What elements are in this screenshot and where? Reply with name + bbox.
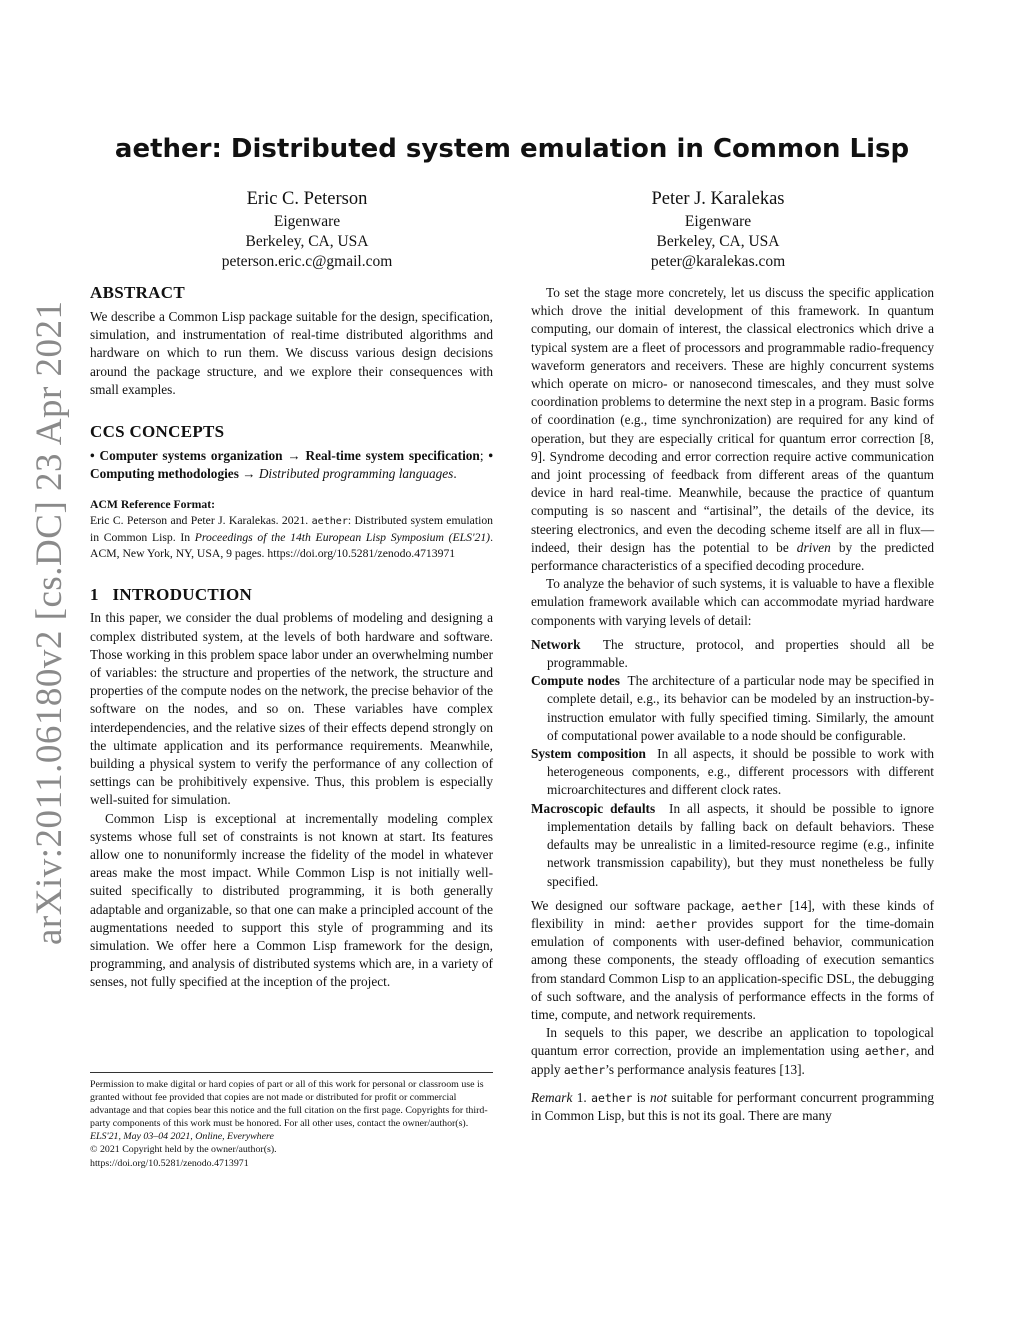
requirements-list [531,636,934,891]
list-term: Macroscopic defaults [531,800,656,816]
text-run: To set the stage more concretely, let us discuss the specific application which drove the initial development of this framework. In quantum computing, our domain of interest, the classical electronics which drive a typical system are a fleet of processors and programmable radio-frequency waveform generators and receivers. These are highly concurrent systems which operate on micro- or nanosecond timescales, and they must solve coordination problems to determine the next step in a program. Basic forms of coordination (e.g., time synchronization) are required for any kind of operation, but they are especially critical for quantum error correction [8, 9]. Syndrome decoding and error correction require active communication and joint processing of feedback from different areas of the quantum device in hard real-time. Meanwhile, because the practice of quantum computing is so nascent and “artisinal”, the details of the device, its steering electronics, and even the decoding scheme itself are all in flux—indeed, their design has the potential to be [531,285,934,555]
author-org: Eigenware [273,213,341,230]
ccs-separator: ; [479,448,489,464]
list-description: The structure, protocol, and properties should all be programmable. [547,636,934,671]
text-run: We designed our software package, [531,897,742,913]
remark-number: 1. [572,1089,592,1105]
text-run: suitable for performant concurrent programming in Common Lisp, but this is not its goal. There are many [531,1089,934,1123]
list-item [531,636,934,672]
author-email: peterson.eric.c@gmail.com [221,253,393,270]
text-run: provides support for the time-domain emulation of components with user-defined behavior, communication among these components, the steady offloading of execution semantics from standard Common Lisp to an application-specific DSL, the debugging of such software, and the analysis of performance effects in the forms of time, compute, and network requirements. [531,915,934,1022]
ccs-concept-1-target: Real-time system specification [305,448,480,464]
code-name: aether [591,1090,633,1105]
ccs-arrow: → [238,466,259,482]
ccs-heading: CCS CONCEPTS [90,422,225,442]
intro-paragraph-2: Common Lisp is exceptional at incrementally modeling complex systems whose full set of constraints is not known at start. Its features allow one to nonuniformly increase the fidelity of the model in whatever areas make the most impact. While Common Lisp is not initially well-suited specifically to distributed programming, it is both generally adaptable and organizable, so that one can make a principled account of the augmentations needed to support this style of programming and its simulation. We offer here a Common Lisp framework for the design, programming, and analysis of distributed systems which are, in a variety of senses, not fully specified at the inception of the project. [90,810,493,990]
ccs-arrow: → [282,448,306,464]
arxiv-identifier: arXiv:2011.06180v2 [cs.DC] 23 Apr 2021 [29,300,70,945]
remark-label: Remark [531,1089,573,1105]
list-description: In all aspects, it should be possible to work with heterogeneous components, e.g., different processors with different microarchitectures and different clock rates. [547,746,934,798]
code-name: aether [864,1044,906,1059]
text-run: by the predicted performance characteristics of a specified decoding procedure. [531,539,934,574]
right-paragraph-1 [531,284,934,575]
acm-reference-heading: ACM Reference Format: [90,498,216,512]
list-item [531,745,934,800]
list-item [531,800,934,891]
author-email: peter@karalekas.com [650,253,786,270]
code-name: aether [741,898,783,913]
author-block-2 [553,186,883,272]
list-description: In all aspects, it should be possible to ignore implementation details by falling back on default behaviors. These defaults may be unrealistic in a limited-resource regime (e.g., infinite network transmission capability), but they must nonetheless be fully specified. [547,800,934,889]
paper-title [90,134,934,164]
intro-paragraph-1: In this paper, we consider the dual problems of modeling and designing a complex distributed system, at the levels of both hardware and software. Those working in this problem space labor under an overwhelming number of variables: the structure and properties of the network, the structure and properties of the compute nodes on the network, the precise behavior of the software on the nodes, and so on. These variables have complex interdependencies, and the relative sizes of their effects depend strongly on the ultimate application and its performance requirements. Meanwhile, building a physical system to verify the performance of any collection of settings can be prohibitively expensive. Thus, this problem is especially well-suited for simulation. [90,610,493,808]
emphasis: not [649,1089,667,1105]
conference-venue: ELS'21, May 03–04 2021, Online, Everywhere [90,1131,274,1143]
author-location: Berkeley, CA, USA [245,233,369,250]
right-paragraph-3 [531,897,934,1024]
author-name: Peter J. Karalekas [651,189,785,209]
text-run: [14], with these kinds of flexibility in mind: [531,897,934,931]
author-org: Eigenware [684,213,752,230]
ccs-concept-2-target: Distributed programming languages [258,466,454,482]
ccs-end: . [453,466,457,482]
abstract-heading: ABSTRACT [90,283,185,302]
acm-ref-title: : Distributed system emulation in Common Lisp. In [90,514,494,545]
text-run: In sequels to this paper, we describe an application to topological quantum error correction, provide an implementation using [531,1025,934,1059]
text-run: , and apply [531,1043,934,1077]
ccs-concepts [90,447,493,483]
list-term: System composition [531,746,646,762]
acm-ref-venue: Proceedings of the 14th European Lisp Symposium (ELS'21) [194,531,491,545]
author-block-1 [142,186,472,272]
acm-ref-authors: Eric C. Peterson and Peter J. Karalekas. 2021. [90,514,312,528]
ccs-concept-1: • Computer systems organization [90,448,283,464]
list-term: Compute nodes [531,673,620,689]
author-name: Eric C. Peterson [246,189,368,209]
list-description: The architecture of a particular node may be specified in complete detail, e.g., its behavior can be modeled by an instruction-by-instruction emulator with fully specified timing. Similarly, the amount of computational power available to a node should be configurable. [547,673,934,743]
copyright-line: © 2021 Copyright held by the owner/author(s). [90,1144,277,1156]
copyright-footnote [90,1072,493,1170]
permission-notice: Permission to make digital or hard copies of part or all of this work for personal or classroom use is granted without fee provided that copies are not made or distributed for profit or commercial advantage and that copies bear this notice and the full citation on the first page. Copyrights for third-party components of this work must be honored. For all other uses, contact the owner/author(s). [90,1079,488,1130]
right-paragraph-2: To analyze the behavior of such systems, it is valuable to have a flexible emulation framework available which can accommodate myriad hardware components with varying levels of detail: [531,576,934,628]
code-name: aether [655,916,698,931]
ccs-concept-2: • Computing methodologies [90,448,494,482]
title-code-name: aether [114,134,212,164]
list-term: Network [531,636,581,652]
acm-ref-code: aether [311,516,348,528]
doi-link[interactable]: https://doi.org/10.5281/zenodo.4713971 [90,1157,249,1169]
code-name: aether [563,1062,606,1077]
text-run: ’s performance analysis features [13]. [605,1061,805,1077]
acm-reference-text [90,513,493,562]
right-paragraph-4 [531,1024,934,1079]
emphasis: driven [796,539,831,555]
list-item [531,672,934,745]
right-column [531,284,934,1125]
acm-ref-publisher: . ACM, New York, NY, USA, 9 pages. https://doi.org/10.5281/zenodo.4713971 [90,531,493,561]
left-column [90,282,493,992]
remark-paragraph [531,1089,934,1125]
title-text: : Distributed system emulation in Common Lisp [211,134,910,164]
text-run: is [632,1089,650,1105]
abstract-text: We describe a Common Lisp package suitable for the design, specification, simulation, and instrumentation of real-time distributed algorithms and hardware on which to run them. We discuss various design decisions around the package structure, and we explore their consequences with small examples. [90,309,493,397]
section-number: 1 [90,585,99,605]
author-location: Berkeley, CA, USA [656,233,780,250]
section-title: INTRODUCTION [112,585,253,605]
intro-heading [90,584,493,606]
